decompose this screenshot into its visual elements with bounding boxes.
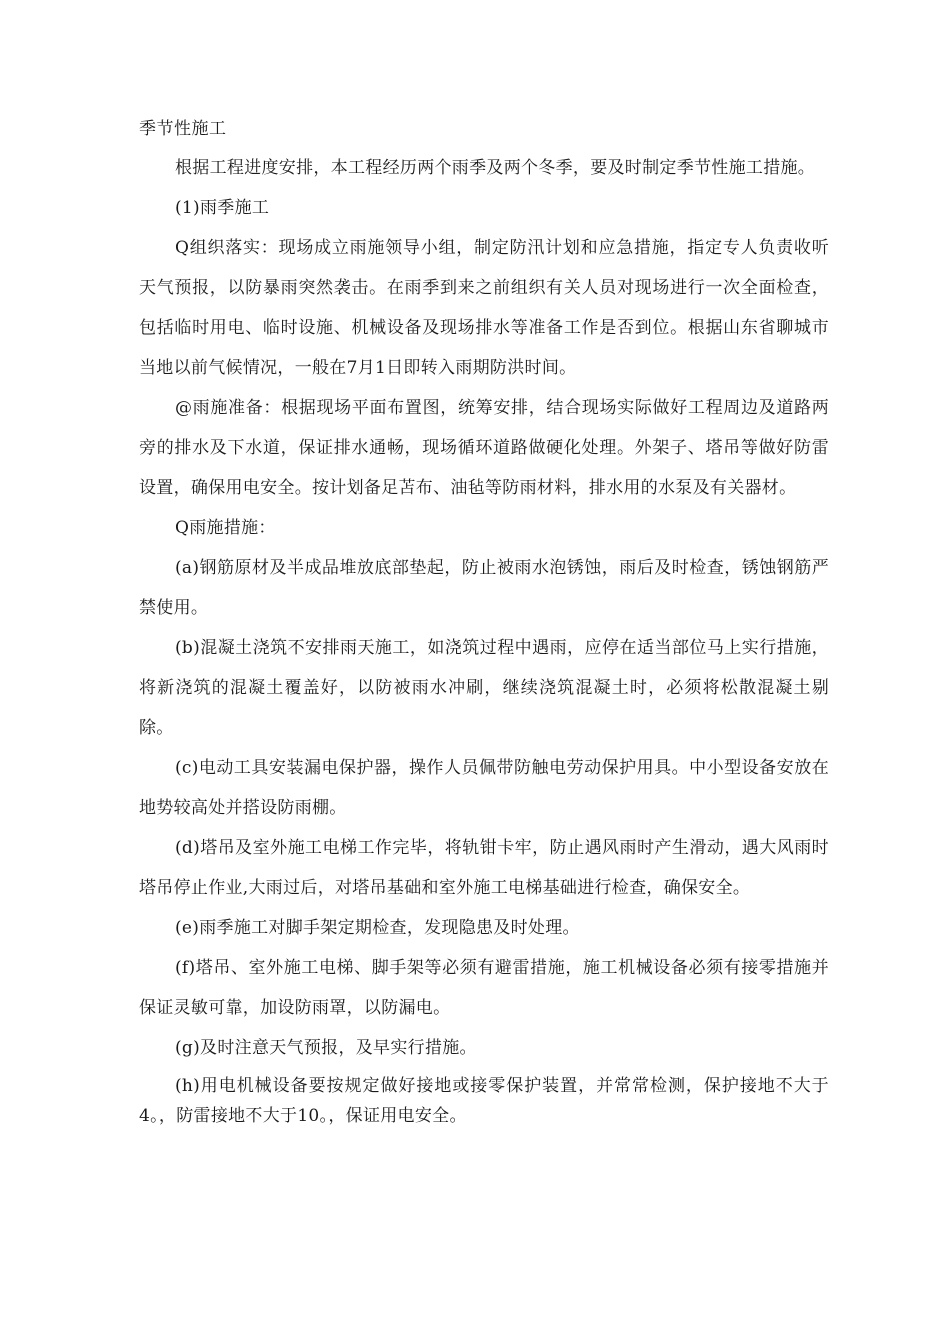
paragraph-item-b: (b)混凝土浇筑不安排雨天施工，如浇筑过程中遇雨，应停在适当部位马上实行措施，将新浇筑的混凝土覆盖好，以防被雨水冲刷，继续浇筑混凝土时，必须将松散混凝土剔除。 [139, 638, 829, 738]
paragraph-item-h: (h)用电机械设备要按规定做好接地或接零保护装置，并常常检测，保护接地不大于4。，防雷接地不大于10。，保证用电安全。 [139, 1076, 829, 1126]
section-title: 季节性施工 [139, 119, 227, 139]
paragraph-preparation: @雨施准备：根据现场平面布置图，统筹安排，结合现场实际做好工程周边及道路两旁的排水及下水道，保证排水通畅，现场循环道路做硬化处理。外架子、塔吊等做好防雷设置，确保用电安全。按计划备足苫布、油毡等防雨材料，排水用的水泵及有关器材。 [139, 398, 829, 498]
paragraph-item-a: (a)钢筋原材及半成品堆放底部垫起，防止被雨水泡锈蚀，雨后及时检查，锈蚀钢筋严禁使用。 [139, 558, 829, 618]
paragraph-rainy-season-heading: (1)雨季施工 [175, 198, 270, 218]
paragraph-item-f: (f)塔吊、室外施工电梯、脚手架等必须有避雷措施，施工机械设备必须有接零措施并保证灵敏可靠，加设防雨罩，以防漏电。 [139, 958, 829, 1018]
paragraph-intro: 根据工程进度安排，本工程经历两个雨季及两个冬季，要及时制定季节性施工措施。 [175, 158, 816, 178]
paragraph-item-d: (d)塔吊及室外施工电梯工作完毕，将轨钳卡牢，防止遇风雨时产生滑动，遇大风雨时塔吊停止作业,大雨过后，对塔吊基础和室外施工电梯基础进行检查，确保安全。 [139, 838, 829, 898]
paragraph-organization: Q组织落实：现场成立雨施领导小组，制定防汛计划和应急措施，指定专人负责收听天气预报，以防暴雨突然袭击。在雨季到来之前组织有关人员对现场进行一次全面检查，包括临时用电、临时设施、机械设备及现场排水等准备工作是否到位。根据山东省聊城市当地以前气候情况，一般在7月1日即转入雨期防洪时间。 [139, 238, 829, 378]
paragraph-item-c: (c)电动工具安装漏电保护器，操作人员佩带防触电劳动保护用具。中小型设备安放在地势较高处并搭设防雨棚。 [139, 758, 829, 818]
document-page [139, 114, 829, 1131]
paragraph-measures-heading: Q雨施措施： [175, 518, 276, 538]
paragraph-item-g: (g)及时注意天气预报，及早实行措施。 [175, 1038, 477, 1058]
paragraph-item-e: (e)雨季施工对脚手架定期检查，发现隐患及时处理。 [175, 918, 580, 938]
